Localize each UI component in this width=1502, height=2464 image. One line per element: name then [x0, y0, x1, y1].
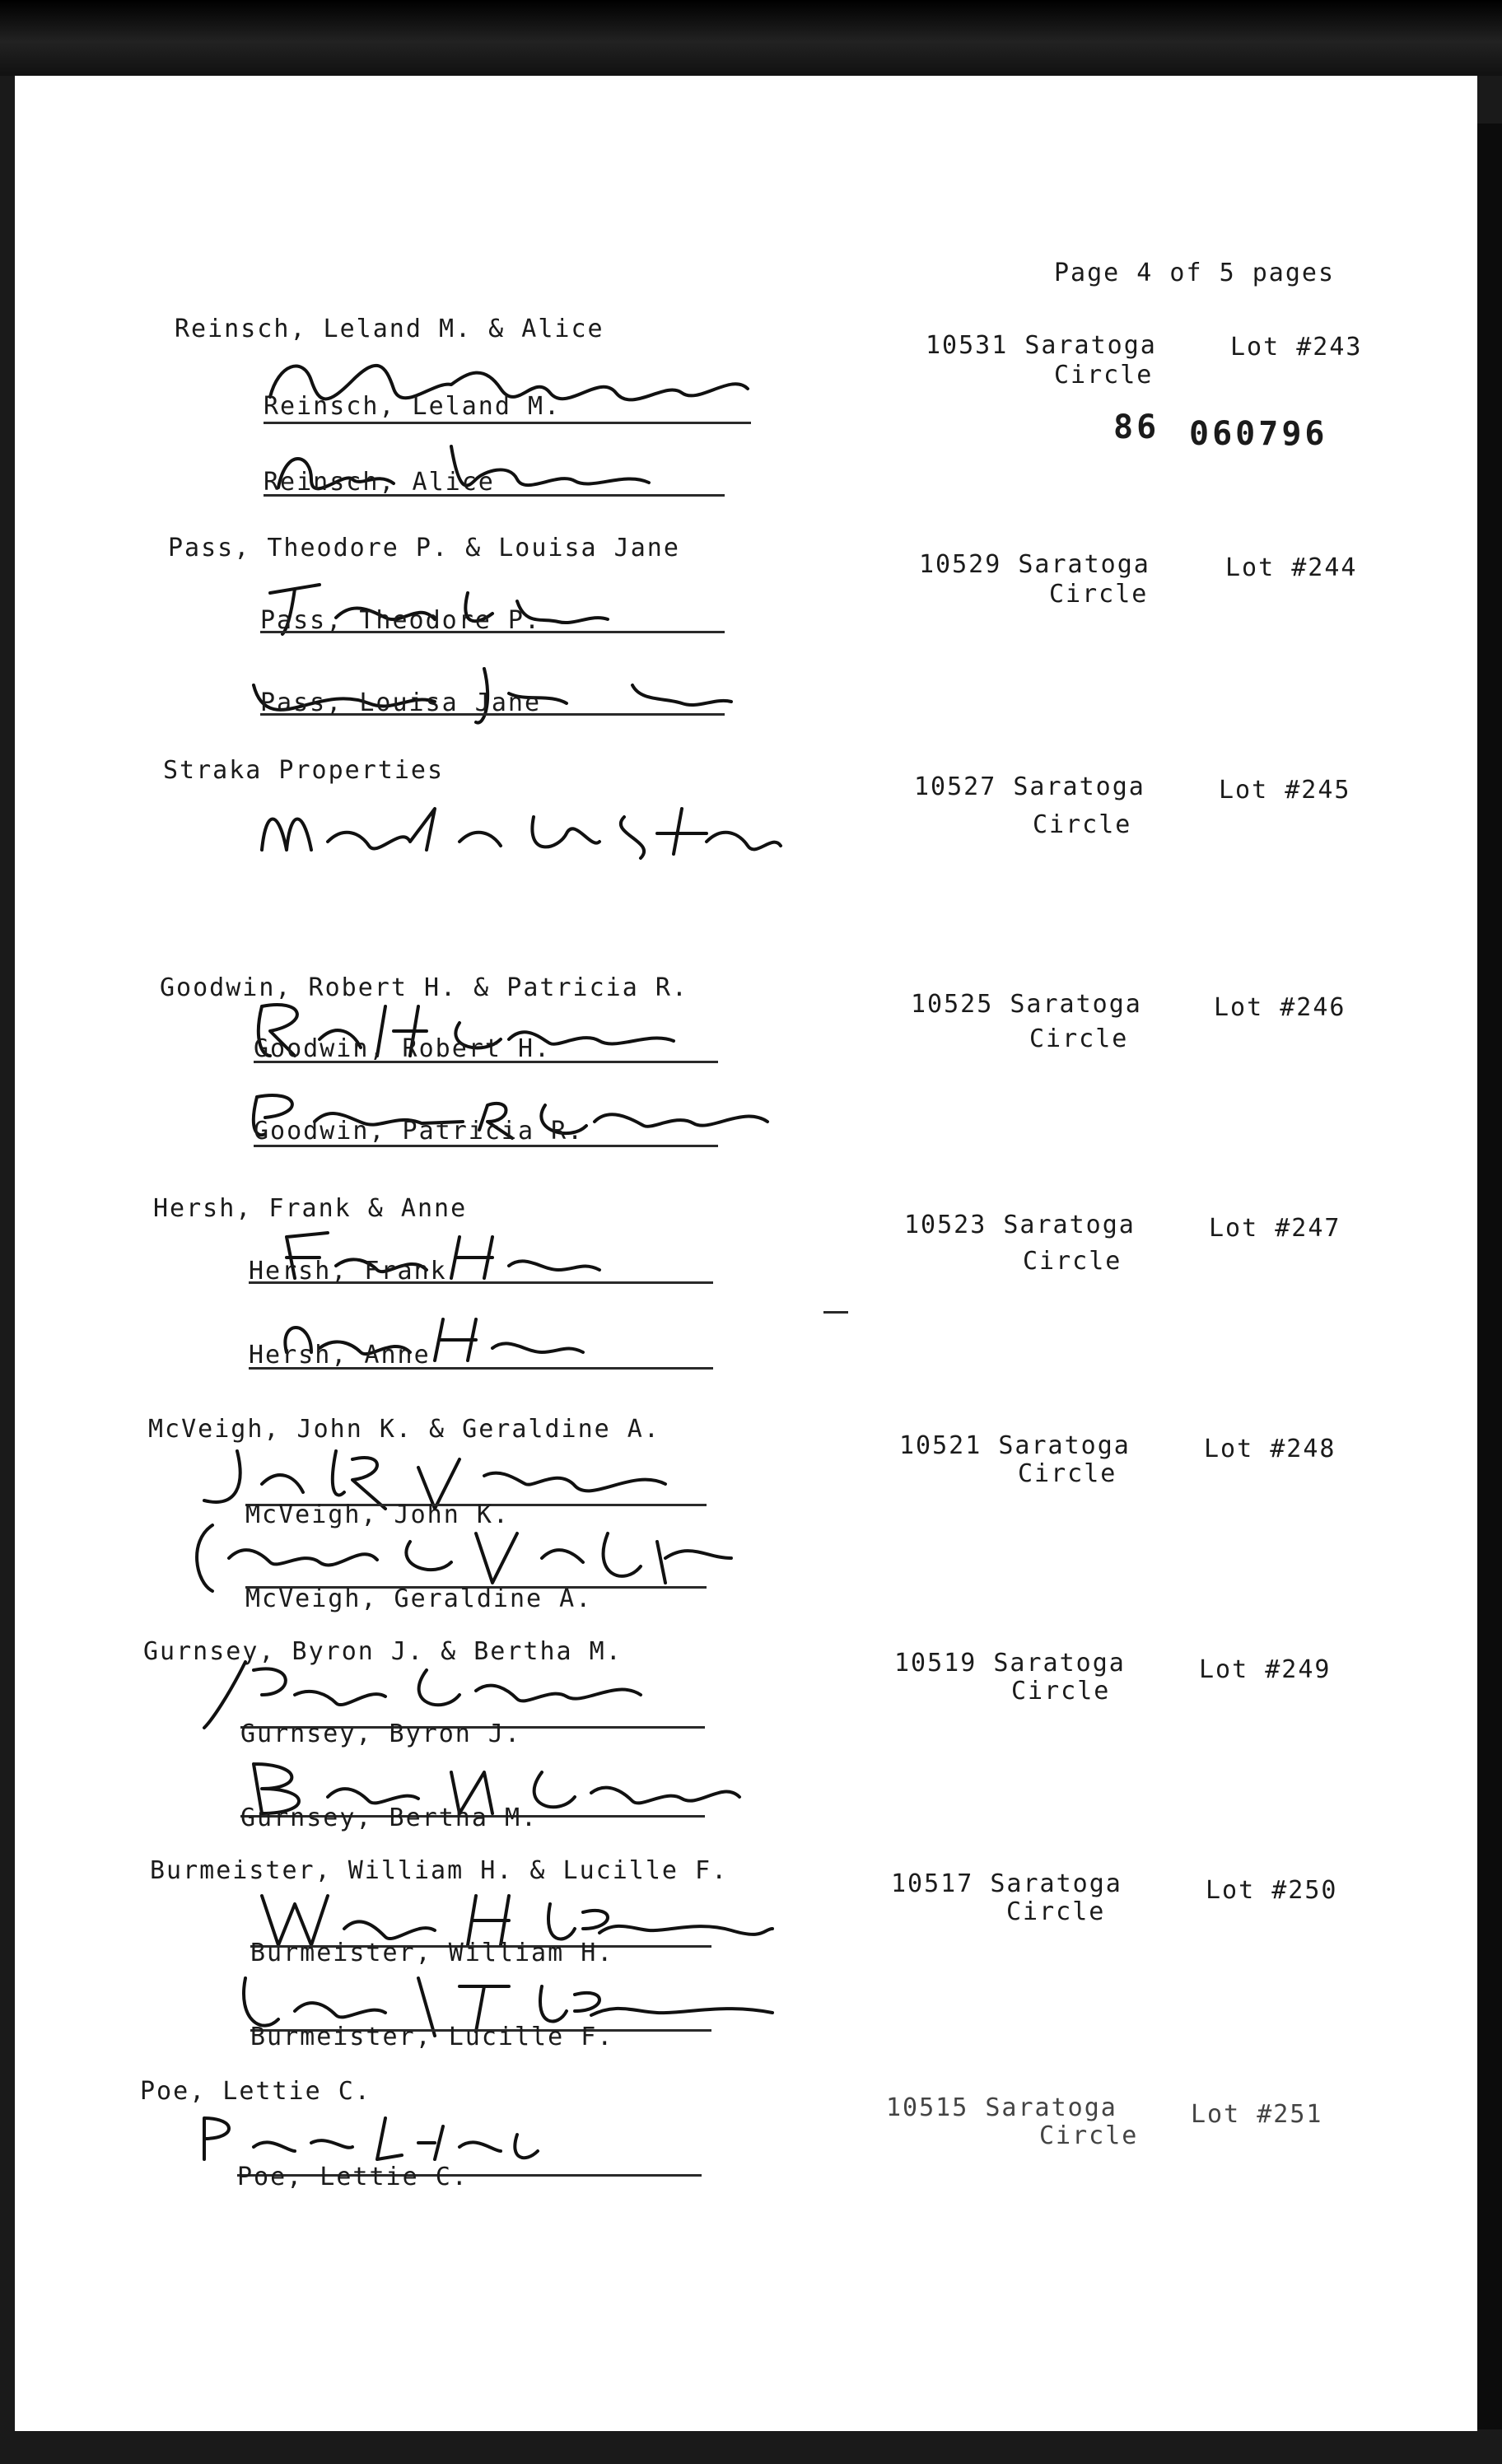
- entry-address: 10529 Saratoga: [919, 550, 1150, 579]
- entry-address-line2: Circle: [1023, 1247, 1122, 1276]
- signer-name: Burmeister, Lucille F.: [250, 2023, 614, 2051]
- entry-lot: Lot #247: [1209, 1214, 1341, 1243]
- entry-address: 10523 Saratoga: [904, 1211, 1136, 1239]
- signer-name: Goodwin, Robert H.: [254, 1034, 552, 1063]
- entry-header: Hersh, Frank & Anne: [153, 1194, 468, 1223]
- entry-header: Straka Properties: [163, 756, 445, 785]
- margin-mark: [823, 1311, 848, 1314]
- entry-address: 10517 Saratoga: [891, 1869, 1122, 1898]
- signer-name: Reinsch, Alice: [264, 468, 495, 497]
- signer-name: McVeigh, John K.: [245, 1500, 510, 1529]
- entry-address: 10521 Saratoga: [899, 1431, 1131, 1460]
- signer-name: Pass, Theodore P.: [260, 606, 542, 635]
- scan-top-edge: [0, 0, 1502, 76]
- doc-number-prefix: 86: [1113, 408, 1160, 446]
- signer-name: Pass, Louisa Jane: [260, 688, 542, 717]
- entry-lot: Lot #251: [1191, 2100, 1323, 2129]
- signer-name: Reinsch, Leland M.: [264, 392, 562, 421]
- entry-address: 10531 Saratoga: [926, 331, 1157, 360]
- entry-header: Gurnsey, Byron J. & Bertha M.: [143, 1637, 623, 1666]
- entry-header: Pass, Theodore P. & Louisa Jane: [168, 534, 680, 562]
- entry-lot: Lot #245: [1219, 776, 1351, 805]
- entry-lot: Lot #249: [1199, 1655, 1332, 1684]
- signature: [188, 2102, 550, 2168]
- entry-address-line2: Circle: [1049, 580, 1149, 609]
- signer-name: Hersh, Frank: [249, 1257, 447, 1286]
- signer-name: McVeigh, Geraldine A.: [245, 1584, 593, 1613]
- signer-name: Hersh, Anne: [249, 1341, 431, 1370]
- signer-name: Poe, Lettie C.: [237, 2163, 469, 2191]
- entry-address-line2: Circle: [1039, 2121, 1139, 2150]
- entry-address-line2: Circle: [1006, 1897, 1106, 1926]
- entry-header: Poe, Lettie C.: [140, 2077, 371, 2106]
- entry-address: 10519 Saratoga: [894, 1649, 1126, 1678]
- entry-header: Goodwin, Robert H. & Patricia R.: [160, 973, 688, 1002]
- entry-address-line2: Circle: [1033, 810, 1132, 839]
- entry-address-line2: Circle: [1018, 1459, 1117, 1488]
- entry-lot: Lot #244: [1225, 553, 1358, 582]
- signer-name: Burmeister, William H.: [250, 1939, 614, 1967]
- page-label: Page 4 of 5 pages: [1054, 259, 1336, 287]
- entry-header: Reinsch, Leland M. & Alice: [175, 315, 604, 343]
- entry-address: 10525 Saratoga: [911, 990, 1142, 1019]
- entry-lot: Lot #243: [1230, 333, 1363, 362]
- signer-name: Gurnsey, Bertha M.: [240, 1804, 539, 1832]
- scan-right-edge: [1477, 124, 1502, 2429]
- signer-name: Gurnsey, Byron J.: [240, 1720, 522, 1748]
- entry-address-line2: Circle: [1029, 1024, 1129, 1053]
- entry-header: Burmeister, William H. & Lucille F.: [150, 1856, 729, 1885]
- doc-number: 060796: [1189, 415, 1328, 453]
- entry-address-line2: Circle: [1054, 361, 1154, 390]
- signature-line: [264, 422, 751, 424]
- entry-address: 10527 Saratoga: [914, 772, 1145, 801]
- signer-name: Goodwin, Patricia R.: [254, 1117, 585, 1146]
- entry-address: 10515 Saratoga: [886, 2093, 1117, 2122]
- entry-address-line2: Circle: [1011, 1677, 1111, 1706]
- document-page: [15, 76, 1477, 2431]
- entry-lot: Lot #250: [1206, 1876, 1338, 1905]
- entry-lot: Lot #248: [1204, 1435, 1336, 1463]
- entry-lot: Lot #246: [1214, 993, 1346, 1022]
- entry-header: McVeigh, John K. & Geraldine A.: [148, 1415, 660, 1444]
- signature: [245, 784, 789, 875]
